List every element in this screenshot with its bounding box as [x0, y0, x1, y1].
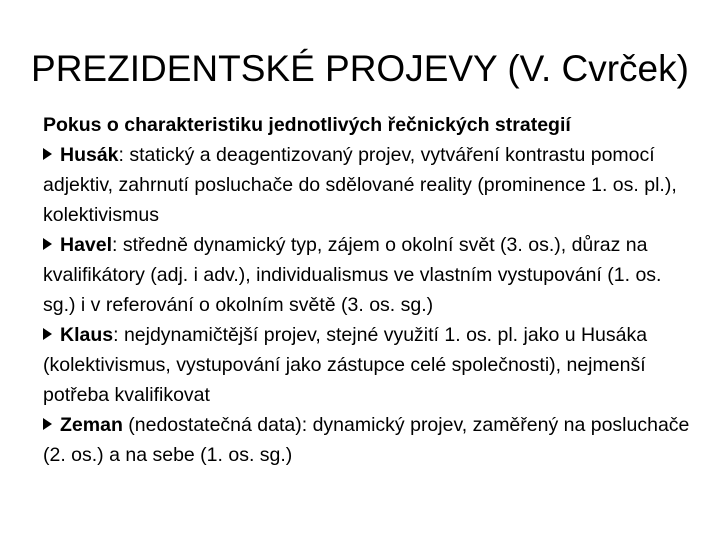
- triangle-right-icon: [43, 148, 52, 160]
- bullet-zeman: [43, 410, 693, 470]
- bullet-text: : statický a deagentizovaný projev, vytváření kontrastu pomocí adjektiv, zahrnutí posluchače do sdělované reality (prominence 1. os. pl.), kolektivismus: [43, 144, 677, 226]
- bullet-text: : středně dynamický typ, zájem o okolní svět (3. os.), důraz na kvalifikátory (adj. i adv.), individualismus ve vlastním vystupování (1. os. sg.) i v referování o okolním světě (3. os. sg.): [43, 234, 662, 316]
- slide-subtitle: Pokus o charakteristiku jednotlivých řečnických strategií: [43, 114, 571, 136]
- bullet-name: Zeman: [60, 414, 123, 436]
- triangle-right-icon: [43, 328, 52, 340]
- triangle-right-icon: [43, 238, 52, 250]
- bullet-text: (nedostatečná data): dynamický projev, zaměřený na posluchače (2. os.) a na sebe (1. os. sg.): [43, 414, 690, 466]
- triangle-right-icon: [43, 418, 52, 430]
- bullet-klaus: [43, 320, 693, 410]
- slide-title: PREZIDENTSKÉ PROJEVY (V. Cvrček): [31, 48, 689, 89]
- bullet-name: Klaus: [60, 324, 114, 346]
- bullet-husak: [43, 140, 693, 230]
- bullet-havel: [43, 230, 693, 320]
- bullet-text: : nejdynamičtější projev, stejné využití 1. os. pl. jako u Husáka (kolektivismus, vystupování jako zástupce celé společnosti), nejmenší potřeba kvalifikovat: [43, 324, 648, 406]
- slide-content: [43, 110, 693, 470]
- bullet-name: Husák: [60, 144, 119, 166]
- bullet-name: Havel: [60, 234, 113, 256]
